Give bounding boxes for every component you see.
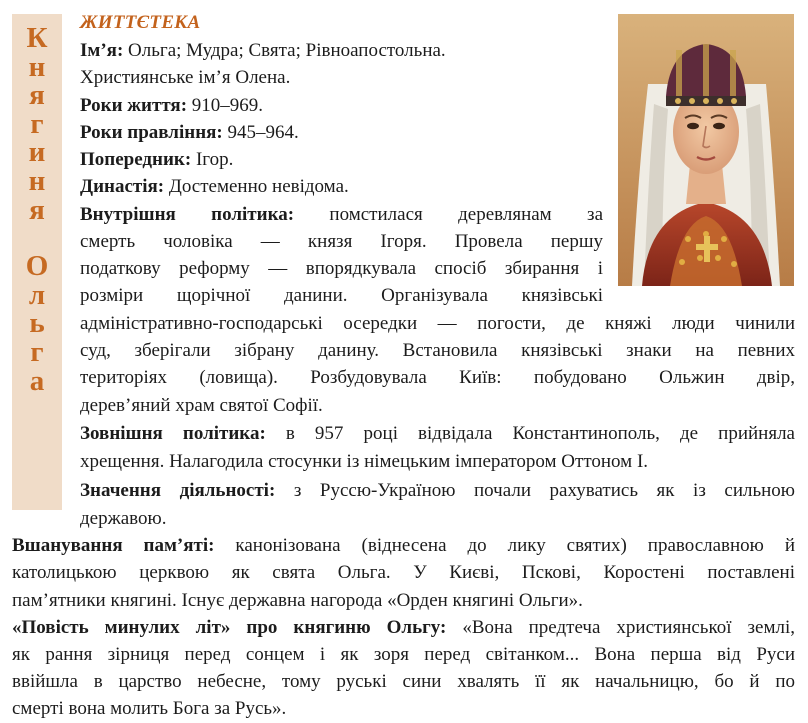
text-line-name: Ім’я: Ольга; Мудра; Свята; Рівноапостольна. <box>80 40 446 61</box>
section-heading: ЖИТТЄТЕКА <box>80 12 201 33</box>
text-line: смерті вона молить Бога за Русь». <box>12 698 287 719</box>
sidebar-letter: н <box>28 50 46 83</box>
text-line-predecessor: Попередник: Ігор. <box>80 149 234 170</box>
text-line-years-of-life: Роки життя: 910–969. <box>80 95 264 116</box>
text-line: територіях (ловища). Розбудовувала Київ: побудовано Ольжин двір, <box>80 367 795 388</box>
vertical-name-sidebar <box>12 14 62 510</box>
text-line: адміністративно-господарські осередки — погости, де княжі люди чинили <box>80 313 795 334</box>
text-line-foreign-policy: Зовнішня політика: в 957 році відвідала Константинополь, де прийняла <box>80 423 795 444</box>
text-line: пам’ятники княгині. Існує державна нагорода «Орден княгині Ольги». <box>12 590 583 611</box>
text-line: суд, зберігали зібрану данину. Встановила князівські знаки на певних <box>80 340 795 361</box>
text-line-dynasty: Династія: Достеменно невідома. <box>80 176 349 197</box>
sidebar-letter: г <box>30 335 44 368</box>
sidebar-letter: ь <box>29 307 45 340</box>
text-line: державою. <box>80 508 167 529</box>
sidebar-letter: г <box>30 107 44 140</box>
text-line: хрещення. Налагодила стосунки із німецьким імператором Оттоном І. <box>80 451 649 472</box>
sidebar-letter: л <box>28 278 46 311</box>
text-line-chronicle-quote: «Повість минулих літ» про княгиню Ольгу: «Вона предтеча християнської землі, <box>12 617 795 638</box>
text-line-commemoration: Вшанування пам’яті: канонізована (віднесена до лику святих) православною й <box>12 535 795 556</box>
text-line: як рання зірниця перед сонцем і як зоря перед світанком... Вона перша від Руси <box>12 644 795 665</box>
sidebar-letter: и <box>28 136 46 169</box>
text-line: податкову реформу — впорядкувала спосіб збирання і <box>80 258 603 279</box>
text-line-significance: Значення діяльності: з Руссю-Україною почали рахуватись як із сильною <box>80 480 795 501</box>
text-line: католицькою церквою як свята Ольга. У Києві, Пскові, Коростені поставлені <box>12 562 795 583</box>
sidebar-letter: я <box>29 79 45 112</box>
text-line: ввійшла в царство небесне, тому руські сини хвалять її як начальницю, бо й по <box>12 671 795 692</box>
sidebar-letter: а <box>29 364 45 397</box>
portrait-image <box>618 14 794 286</box>
text-line: смерть чоловіка — князя Ігоря. Провела першу <box>80 231 603 252</box>
sidebar-letter: О <box>25 250 49 283</box>
sidebar-letter: н <box>28 164 46 197</box>
text-line: дерев’яний храм святої Софії. <box>80 395 323 416</box>
text-line-christian-name: Християнське ім’я Олена. <box>80 67 291 88</box>
text-line: розміри щорічної данини. Організувала князівські <box>80 285 603 306</box>
sidebar-letter: К <box>26 22 48 54</box>
text-line-years-of-reign: Роки правління: 945–964. <box>80 122 299 143</box>
sidebar-letter: я <box>29 193 45 226</box>
text-line-domestic-policy: Внутрішня політика: помстилася деревлянам за <box>80 204 603 225</box>
